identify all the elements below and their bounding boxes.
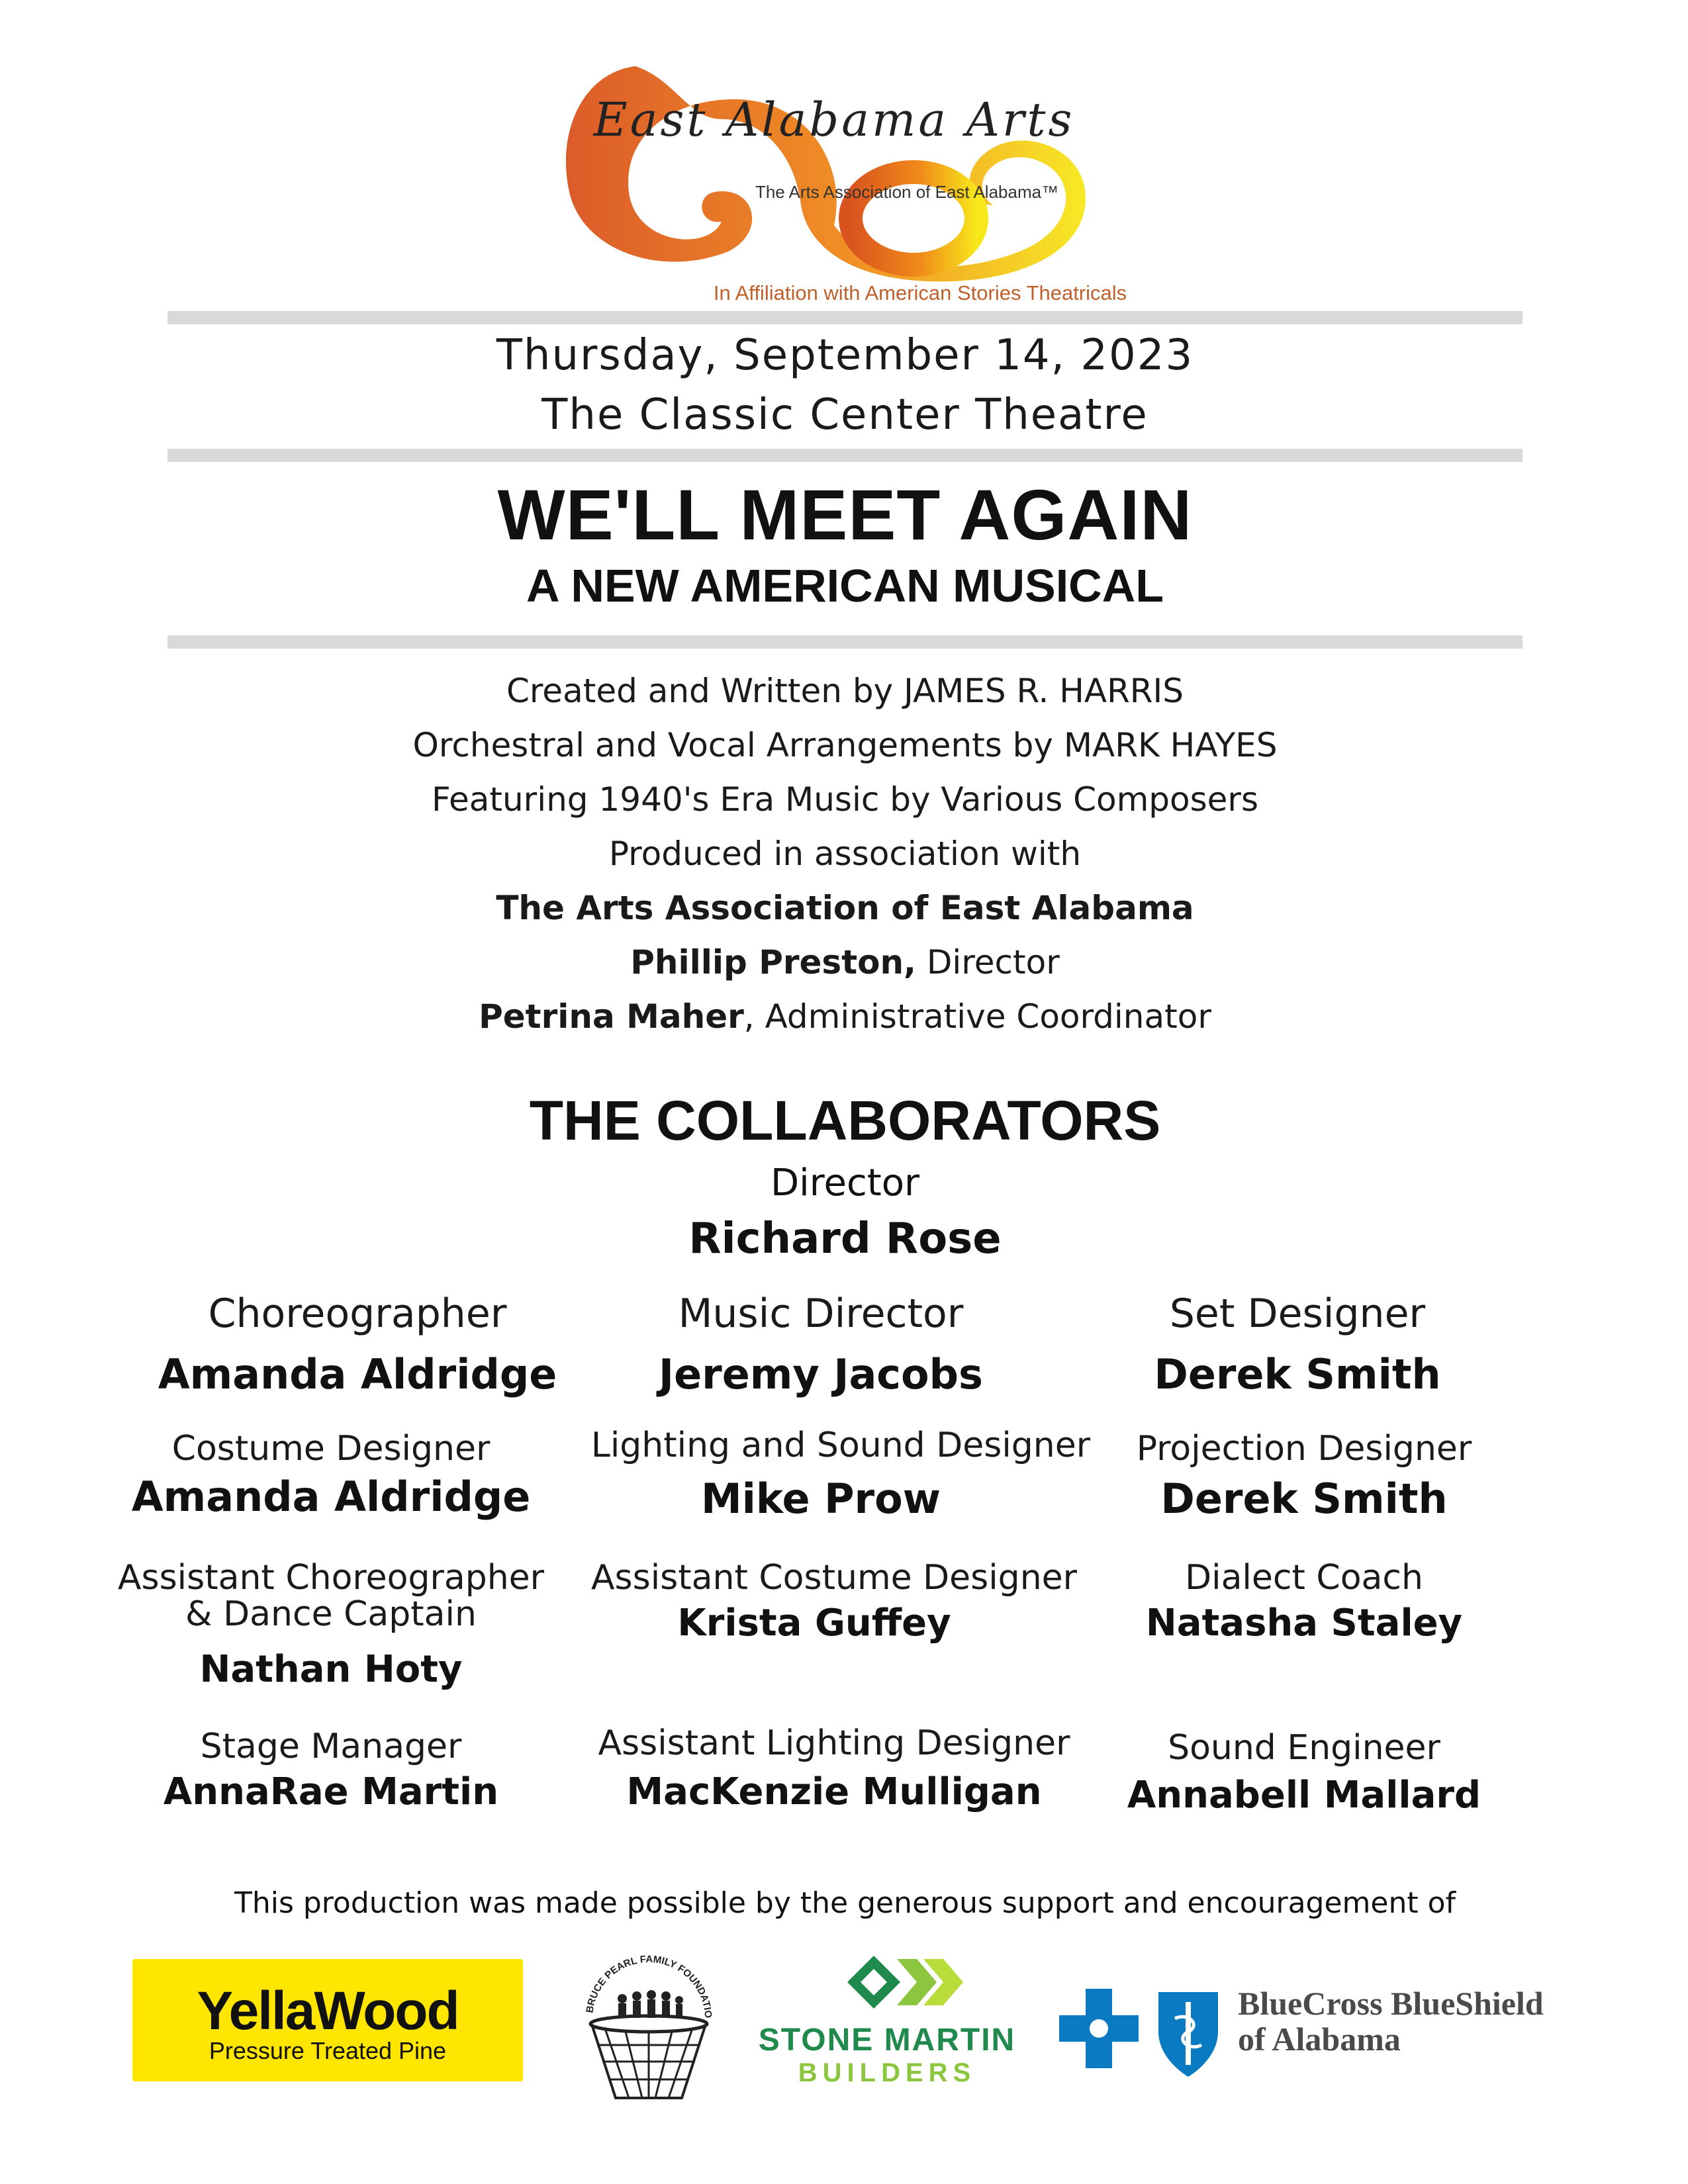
credit-person — [167, 997, 1523, 1036]
bruce-pearl-foundation-logo — [576, 1952, 722, 2105]
collaborator-name: Natasha Staley — [1145, 1602, 1463, 1645]
credit-line: Orchestral and Vocal Arrangements by MARK HAYES — [412, 726, 1278, 764]
collaborator-role: Choreographer — [208, 1291, 507, 1337]
yellawood-name: YellaWood — [197, 1981, 459, 2041]
producing-organization: The Arts Association of East Alabama — [496, 889, 1194, 927]
director-role: Director — [771, 1161, 919, 1205]
person-role: Director — [916, 943, 1060, 981]
director-name: Richard Rose — [688, 1214, 1002, 1263]
collaborator-role: Dialect Coach — [1185, 1558, 1423, 1598]
stone-martin-builders: BUILDERS — [798, 2058, 976, 2087]
collaborator-name: Amanda Aldridge — [131, 1473, 531, 1521]
credit-line: Produced in association with — [608, 835, 1082, 873]
person-name: Petrina Maher — [479, 997, 744, 1036]
credit-line: Featuring 1940's Era Music by Various Composers — [431, 780, 1259, 819]
show-title: WE'LL MEET AGAIN — [497, 475, 1193, 555]
logo-script-text: East Alabama Arts — [593, 93, 1075, 147]
credit-line: Created and Written by JAMES R. HARRIS — [506, 672, 1184, 710]
collaborator-role-line2: & Dance Captain — [185, 1594, 477, 1634]
basketball-hoop-icon — [576, 1952, 722, 2105]
collaborator-name: Mike Prow — [700, 1475, 941, 1523]
divider-rule — [167, 635, 1523, 649]
person-role: , Administrative Coordinator — [743, 997, 1211, 1036]
east-alabama-arts-logo — [556, 53, 1112, 291]
stone-martin-name: STONE MARTIN — [758, 2023, 1016, 2058]
svg-text:BRUCE PEARL FAMILY FOUNDATION — [576, 1952, 714, 2019]
logo-sub-text: The Arts Association of East Alabama™ — [755, 182, 1059, 202]
affiliation-text: In Affiliation with American Stories Theatricals — [713, 281, 1127, 304]
collaborator-name: Derek Smith — [1154, 1350, 1441, 1398]
collaborator-role: Set Designer — [1169, 1291, 1426, 1337]
credit-person — [167, 943, 1523, 981]
bcbs-state: of Alabama — [1238, 2021, 1401, 2058]
divider-rule — [167, 311, 1523, 324]
collaborator-role: Sound Engineer — [1168, 1728, 1440, 1768]
collaborator-name: MacKenzie Mulligan — [626, 1770, 1042, 1813]
collaborator-name: Nathan Hoty — [199, 1648, 463, 1691]
collaborator-role: Music Director — [678, 1291, 964, 1337]
stone-martin-mark-icon — [748, 1949, 1026, 2022]
bcbs-alabama-logo — [1059, 1979, 1589, 2085]
collaborator-role: Costume Designer — [171, 1429, 491, 1469]
collaborator-role: Assistant Choreographer — [117, 1558, 545, 1598]
collaborator-name: Derek Smith — [1160, 1475, 1448, 1523]
bpff-arc-text: BRUCE PEARL FAMILY FOUNDATIO — [584, 1953, 714, 2019]
collaborator-name: Amanda Aldridge — [158, 1350, 557, 1398]
collaborator-name: Krista Guffey — [677, 1602, 951, 1645]
stone-martin-builders-logo — [748, 1949, 1026, 2101]
collaborator-role: Stage Manager — [200, 1727, 462, 1766]
collaborator-role: Assistant Lighting Designer — [598, 1723, 1070, 1763]
collaborator-name: Jeremy Jacobs — [659, 1350, 983, 1398]
yellawood-logo — [132, 1959, 523, 2081]
collaborators-heading: THE COLLABORATORS — [529, 1089, 1161, 1152]
person-name: Phillip Preston, — [630, 943, 917, 981]
bcbs-name: BlueCross BlueShield — [1238, 1985, 1544, 2022]
yellawood-tagline: Pressure Treated Pine — [209, 2037, 447, 2064]
support-statement: This production was made possible by the generous support and encouragement of — [234, 1886, 1456, 1920]
divider-rule — [167, 449, 1523, 462]
blue-cross-shield-icon — [1059, 1979, 1231, 2085]
show-subtitle: A NEW AMERICAN MUSICAL — [526, 560, 1164, 612]
event-venue: The Classic Center Theatre — [541, 390, 1149, 439]
collaborator-role: Lighting and Sound Designer — [590, 1426, 1091, 1465]
swirl-logo-icon — [556, 53, 1112, 291]
event-date: Thursday, September 14, 2023 — [496, 331, 1194, 380]
collaborator-role: Projection Designer — [1136, 1429, 1472, 1469]
collaborator-role: Assistant Costume Designer — [590, 1558, 1078, 1598]
collaborator-name: AnnaRae Martin — [163, 1770, 499, 1813]
collaborator-name: Annabell Mallard — [1127, 1774, 1481, 1817]
